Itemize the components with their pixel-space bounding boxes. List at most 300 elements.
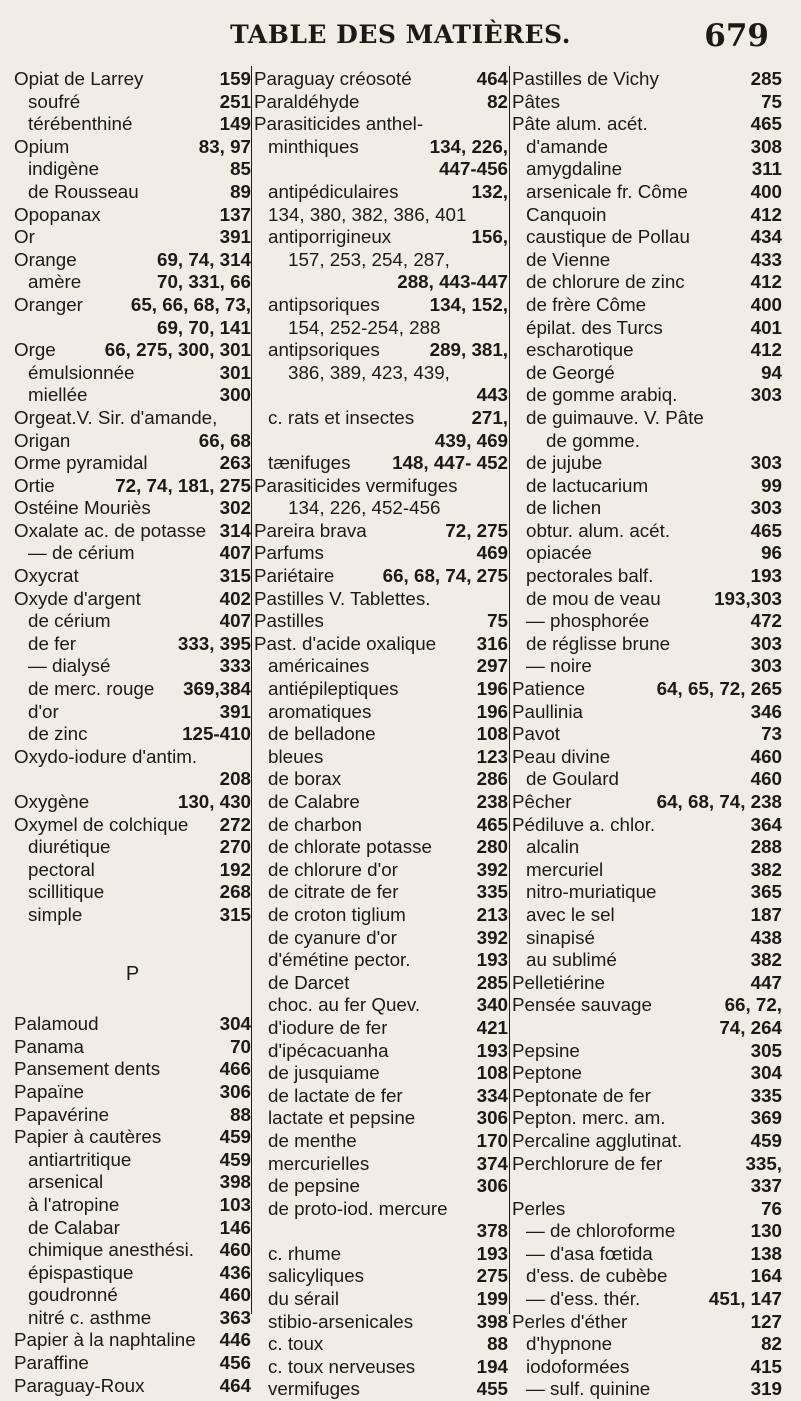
index-entry xyxy=(254,723,508,746)
index-entry-term: Pansement dents xyxy=(14,1058,161,1080)
index-entry-term: aromatiques xyxy=(268,700,372,722)
index-entry-pages: 238 xyxy=(476,791,508,812)
index-entry-pages: 125-410 xyxy=(182,723,251,745)
index-entry xyxy=(254,814,508,837)
index-entry-pages: 392 xyxy=(476,858,508,880)
index-entry xyxy=(14,701,251,724)
index-entry-pages: 94 xyxy=(761,361,782,383)
index-entry-pages: 75 xyxy=(487,610,508,632)
section-letter: P xyxy=(125,962,140,985)
index-entry-pages: 164 xyxy=(750,1265,782,1287)
index-entry-term: amère xyxy=(28,271,82,293)
index-entry xyxy=(14,588,251,611)
index-entry xyxy=(254,836,508,859)
index-entry-term: c. toux xyxy=(268,1333,324,1355)
index-entry xyxy=(512,1265,782,1288)
index-entry xyxy=(512,158,782,181)
index-entry-term: Ostéine Mouriès xyxy=(14,497,151,519)
index-entry xyxy=(14,610,251,633)
index-entry-continuation: 208 xyxy=(219,768,251,790)
index-entry xyxy=(512,362,782,385)
index-entry-pages: 415 xyxy=(750,1355,782,1377)
index-entry-term: de Goulard xyxy=(526,768,619,790)
index-entry-pages: 76 xyxy=(761,1197,782,1219)
index-entry xyxy=(254,678,508,701)
index-entry-term: mercurielles xyxy=(268,1152,370,1174)
index-entry-pages: 315 xyxy=(219,565,251,587)
index-entry-pages: 306 xyxy=(476,1175,508,1197)
index-entry-term: diurétique xyxy=(28,836,111,858)
index-column-2 xyxy=(254,68,508,1400)
index-entry xyxy=(254,475,508,498)
index-entry-term: nitro-muriatique xyxy=(526,881,657,903)
index-entry-pages: 391 xyxy=(219,700,251,722)
index-entry-pages: 400 xyxy=(750,180,782,202)
index-entry-pages: 99 xyxy=(761,474,782,496)
index-entry xyxy=(512,430,782,453)
index-entry xyxy=(512,1378,782,1401)
index-entry xyxy=(512,520,782,543)
index-entry-term: antiépileptiques xyxy=(268,678,399,700)
index-entry-term: Orgeat.V. Sir. d'amande, xyxy=(14,406,218,428)
index-entry-term: — de cérium xyxy=(28,542,135,564)
index-entry-term: de Vienne xyxy=(526,248,611,270)
index-entry-term: opiacée xyxy=(526,542,592,564)
index-entry-term: choc. au fer Quev. xyxy=(268,994,421,1016)
index-entry-pages: 340 xyxy=(476,994,508,1016)
index-entry-term: Oxygène xyxy=(14,791,90,812)
index-entry-term: Parfums xyxy=(254,542,324,564)
index-entry-pages: 398 xyxy=(219,1171,251,1193)
index-entry xyxy=(512,452,782,475)
index-entry-pages: 69, 74, 314 xyxy=(157,248,251,270)
index-entry-pages: 364 xyxy=(750,813,782,835)
index-entry-term: d'amande xyxy=(526,135,608,157)
index-entry-term: Pastilles xyxy=(254,610,324,632)
index-entry xyxy=(254,204,508,227)
index-entry-term: escharotique xyxy=(526,339,634,361)
index-entry-term: salicyliques xyxy=(268,1265,365,1287)
index-entry xyxy=(14,226,251,249)
index-entry xyxy=(512,1085,782,1108)
index-entry-pages: 460 xyxy=(219,1284,251,1306)
index-entry-pages: 196 xyxy=(476,678,508,700)
index-entry-term: épispastique xyxy=(28,1261,134,1283)
index-entry xyxy=(14,1171,251,1194)
index-entry xyxy=(512,814,782,837)
index-entry xyxy=(512,588,782,611)
index-entry-term: antiartritique xyxy=(28,1148,132,1170)
index-entry-pages: 297 xyxy=(476,655,508,677)
index-entry xyxy=(14,249,251,272)
index-entry xyxy=(14,158,251,181)
index-entry-pages: 303 xyxy=(750,655,782,677)
index-entry xyxy=(14,1217,251,1240)
index-entry xyxy=(254,972,508,995)
index-entry xyxy=(14,881,251,904)
index-entry-term: Oxyde d'argent xyxy=(14,587,141,609)
index-entry-pages: 412 xyxy=(750,203,782,225)
index-entry-pages: 460 xyxy=(750,768,782,790)
index-entry xyxy=(254,136,508,159)
index-entry xyxy=(512,859,782,882)
index-entry-pages: 451, 147 xyxy=(708,1288,782,1310)
index-entry xyxy=(14,430,251,453)
index-entry xyxy=(14,1013,251,1036)
index-entry xyxy=(254,1311,508,1334)
index-entry-term: Pepsine xyxy=(512,1039,580,1061)
index-entry xyxy=(254,1243,508,1266)
index-entry-pages: 82 xyxy=(487,90,508,112)
index-entry xyxy=(512,881,782,904)
index-entry-term: Peau divine xyxy=(512,745,611,767)
index-entry-pages: 464 xyxy=(476,68,508,89)
index-entry xyxy=(14,1036,251,1059)
index-entry-term: — d'ess. thér. xyxy=(526,1288,641,1310)
index-entry-pages: 374 xyxy=(476,1152,508,1174)
index-entry-term: Peptone xyxy=(512,1062,582,1084)
index-entry-pages: 192 xyxy=(219,858,251,880)
index-entry-pages: 66, 68, 74, 275 xyxy=(382,565,508,587)
index-entry xyxy=(512,633,782,656)
index-entry-term: Papavérine xyxy=(14,1103,110,1125)
index-entry xyxy=(254,542,508,565)
index-entry xyxy=(254,339,508,362)
index-entry-pages: 460 xyxy=(219,1239,251,1261)
index-entry-pages: 305 xyxy=(750,1039,782,1061)
index-entry-pages: 369 xyxy=(750,1107,782,1129)
index-entry-pages: 421 xyxy=(476,1016,508,1038)
index-entry-term: sinapisé xyxy=(526,926,595,948)
index-entry xyxy=(512,1040,782,1063)
index-entry-pages: 72, 74, 181, 275 xyxy=(115,474,251,496)
index-entry-term: Papier à la naphtaline xyxy=(14,1329,196,1351)
index-entry-term: Pariétaire xyxy=(254,565,335,587)
index-entry-pages: 263 xyxy=(219,452,251,474)
index-entry-term: de lactate de fer xyxy=(268,1084,403,1106)
index-entry-pages: 306 xyxy=(219,1080,251,1102)
index-entry-term: Oxalate ac. de potasse xyxy=(14,519,207,541)
index-entry xyxy=(254,1356,508,1379)
index-entry-term: obtur. alum. acét. xyxy=(526,519,671,541)
index-entry-term: Pensée sauvage xyxy=(512,994,652,1016)
index-entry xyxy=(14,113,251,136)
index-entry-term: de pepsine xyxy=(268,1175,360,1197)
index-entry xyxy=(254,949,508,972)
index-entry-pages: 460 xyxy=(750,745,782,767)
index-entry xyxy=(512,1311,782,1334)
index-entry-term: 134, 226, 452-456 xyxy=(288,497,441,519)
index-entry-term: de frère Côme xyxy=(526,293,647,315)
index-entry-pages: 285 xyxy=(750,68,782,89)
index-entry-pages: 407 xyxy=(219,542,251,564)
index-entry-term: épilat. des Turcs xyxy=(526,316,663,338)
index-entry-term: Pareira brava xyxy=(254,519,367,541)
index-entry xyxy=(14,542,251,565)
index-entry-term: bleues xyxy=(268,745,324,767)
index-entry-term: Pâtes xyxy=(512,90,561,112)
index-entry xyxy=(512,91,782,114)
index-entry-pages: 272 xyxy=(219,813,251,835)
index-entry-term: de chlorure de zinc xyxy=(526,271,685,293)
index-entry xyxy=(14,859,251,882)
index-entry xyxy=(254,1198,508,1221)
index-entry-term: de lichen xyxy=(526,497,602,519)
index-entry-term: — dialysé xyxy=(28,655,111,677)
index-entry xyxy=(254,1265,508,1288)
index-entry xyxy=(512,1356,782,1379)
index-entry-pages: 311 xyxy=(751,158,782,180)
index-entry-pages: 66, 68 xyxy=(198,429,251,451)
index-entry xyxy=(14,678,251,701)
index-entry-term: Opopanax xyxy=(14,203,101,225)
index-entry-term: au sublimé xyxy=(526,949,617,971)
index-entry-pages: 72, 275 xyxy=(445,519,508,541)
index-entry-term: du sérail xyxy=(268,1288,339,1310)
index-entry-pages: 400 xyxy=(750,293,782,315)
index-entry-term: Parasiticides vermifuges xyxy=(254,474,458,496)
index-entry-term: de zinc xyxy=(28,723,88,745)
index-entry xyxy=(14,91,251,114)
index-entry xyxy=(512,1198,782,1221)
index-entry-pages: 64, 65, 72, 265 xyxy=(656,678,782,700)
index-entry-term: Perchlorure de fer xyxy=(512,1152,663,1174)
index-entry-pages: 446 xyxy=(219,1329,251,1351)
index-entry-term: d'or xyxy=(28,700,59,722)
index-entry xyxy=(14,655,251,678)
index-entry xyxy=(254,1130,508,1153)
index-entry-pages: 346 xyxy=(750,700,782,722)
index-entry-pages: 382 xyxy=(750,949,782,971)
index-entry-term: miellée xyxy=(28,384,88,406)
index-entry-term: simple xyxy=(28,903,83,925)
index-entry-term: Panama xyxy=(14,1035,84,1057)
index-entry-term: de jusquiame xyxy=(268,1062,380,1084)
index-entry-term: de cyanure d'or xyxy=(268,926,397,948)
index-entry xyxy=(512,249,782,272)
index-entry-term: vermifuges xyxy=(268,1378,360,1400)
index-entry-pages: 288 xyxy=(750,836,782,858)
index-entry xyxy=(512,678,782,701)
index-entry-term: Pâte alum. acét. xyxy=(512,113,648,135)
index-entry-term: Orge xyxy=(14,339,56,361)
index-entry xyxy=(512,655,782,678)
index-entry-term: Opium xyxy=(14,135,70,157)
index-entry-pages: 193 xyxy=(476,1039,508,1061)
index-entry-term: Paullinia xyxy=(512,700,583,722)
index-entry xyxy=(512,768,782,791)
index-entry xyxy=(512,1220,782,1243)
index-entry-pages: 401 xyxy=(750,316,782,338)
index-entry xyxy=(254,1175,508,1198)
index-entry-pages: 302 xyxy=(219,497,251,519)
index-entry-term: caustique de Pollau xyxy=(526,226,690,248)
index-entry xyxy=(14,1194,251,1217)
index-entry-term: de Calabar xyxy=(28,1216,120,1238)
index-entry xyxy=(512,181,782,204)
index-entry-term: de merc. rouge xyxy=(28,678,155,700)
index-entry-term: Pêcher xyxy=(512,791,572,812)
index-entry xyxy=(254,1107,508,1130)
index-entry-term: de proto-iod. mercure xyxy=(268,1197,448,1219)
index-entry-term: tænifuges xyxy=(268,452,351,474)
index-entry-term: Pédiluve a. chlor. xyxy=(512,813,656,835)
index-entry-continuation: 439, 469 xyxy=(434,429,508,451)
index-entry-continuation: 74, 264 xyxy=(719,1016,782,1038)
index-entry-term: Parasiticides anthel- xyxy=(254,113,424,135)
index-entry-pages: 459 xyxy=(219,1148,251,1170)
index-entry-pages: 193 xyxy=(750,565,782,587)
index-entry-term: Paraguay-Roux xyxy=(14,1374,145,1396)
index-entry-term: de mou de veau xyxy=(526,587,661,609)
index-entry-term: de croton tiglium xyxy=(268,903,406,925)
index-entry-pages: 83, 97 xyxy=(198,135,251,157)
index-entry-pages: 436 xyxy=(219,1261,251,1283)
index-entry-pages: 70, 331, 66 xyxy=(157,271,251,293)
index-entry-term: antipédiculaires xyxy=(268,180,399,202)
index-entry-pages: 96 xyxy=(761,542,782,564)
index-entry xyxy=(512,836,782,859)
index-entry-pages: 149 xyxy=(219,113,251,135)
index-entry xyxy=(512,497,782,520)
index-entry-pages: 89 xyxy=(230,180,251,202)
index-entry-term: Patience xyxy=(512,678,586,700)
index-entry xyxy=(14,633,251,656)
index-entry-pages: 280 xyxy=(476,836,508,858)
index-entry xyxy=(254,768,508,791)
index-entry-term: stibio-arsenicales xyxy=(268,1310,414,1332)
index-entry xyxy=(512,68,782,91)
index-entry-term: Ortie xyxy=(14,474,55,496)
index-entry-pages: 434 xyxy=(750,226,782,248)
index-entry-pages: 285 xyxy=(476,971,508,993)
index-entry-term: Oxymel de colchique xyxy=(14,813,189,835)
index-entry xyxy=(14,1239,251,1262)
index-entry-term: Papier à cautères xyxy=(14,1126,162,1148)
index-entry-pages: 456 xyxy=(219,1352,251,1374)
index-entry xyxy=(14,904,251,927)
column-rule xyxy=(251,66,252,1314)
index-entry xyxy=(254,1333,508,1356)
index-entry-term: Paraguay créosoté xyxy=(254,68,412,89)
index-entry-pages: 65, 66, 68, 73, xyxy=(130,293,251,315)
index-entry-pages: 193 xyxy=(476,1242,508,1264)
index-entry-pages: 363 xyxy=(219,1306,251,1328)
index-entry-pages: 303 xyxy=(750,452,782,474)
index-entry xyxy=(14,520,251,543)
index-entry-pages: 196 xyxy=(476,700,508,722)
index-entry-continuation: 378 xyxy=(476,1220,508,1242)
index-entry-pages: 303 xyxy=(750,497,782,519)
index-entry-pages: 472 xyxy=(750,610,782,632)
index-entry xyxy=(512,1333,782,1356)
index-entry-pages: 251 xyxy=(219,90,251,112)
index-entry-pages: 70 xyxy=(230,1035,251,1057)
index-entry xyxy=(512,994,782,1017)
index-entry-pages: 465 xyxy=(750,519,782,541)
index-entry-term: scillitique xyxy=(28,881,105,903)
index-entry xyxy=(14,836,251,859)
index-entry-term: arsenicale fr. Côme xyxy=(526,180,688,202)
index-entry xyxy=(512,565,782,588)
index-entry-pages: 199 xyxy=(476,1288,508,1310)
index-entry-pages: 335, xyxy=(745,1152,782,1174)
index-entry-term: arsenical xyxy=(28,1171,104,1193)
index-entry-pages: 66, 72, xyxy=(724,994,782,1016)
index-entry-term: de chlorate potasse xyxy=(268,836,432,858)
index-entry-pages: 64, 68, 74, 238 xyxy=(656,791,782,812)
index-entry-term: Orme pyramidal xyxy=(14,452,148,474)
index-entry xyxy=(254,113,508,136)
index-entry xyxy=(14,1375,251,1398)
index-entry-term: Origan xyxy=(14,429,71,451)
index-entry-pages: 123 xyxy=(476,745,508,767)
index-entry-term: chimique anesthési. xyxy=(28,1239,194,1261)
index-entry-pages: 369,384 xyxy=(183,678,251,700)
index-entry xyxy=(254,317,508,340)
index-entry-pages: 75 xyxy=(761,90,782,112)
index-entry xyxy=(254,362,508,385)
index-entry xyxy=(512,136,782,159)
index-entry-continuation: 443 xyxy=(476,384,508,406)
index-entry xyxy=(512,113,782,136)
index-entry-term: c. rats et insectes xyxy=(268,406,415,428)
index-entry-pages: 304 xyxy=(750,1062,782,1084)
index-entry-pages: 392 xyxy=(476,926,508,948)
index-entry-pages: 469 xyxy=(476,542,508,564)
index-entry-pages: 194 xyxy=(476,1355,508,1377)
index-entry-pages: 334 xyxy=(476,1084,508,1106)
index-entry-pages: 407 xyxy=(219,610,251,632)
index-entry xyxy=(14,1352,251,1375)
index-entry-term: Oranger xyxy=(14,293,83,315)
index-entry-pages: 447 xyxy=(750,971,782,993)
index-entry xyxy=(14,362,251,385)
index-entry-continuation: 447-456 xyxy=(439,158,508,180)
index-entry-pages: 170 xyxy=(476,1129,508,1151)
index-entry xyxy=(254,1153,508,1176)
index-entry-pages: 465 xyxy=(750,113,782,135)
index-entry xyxy=(14,384,251,407)
index-entry-term: Oxydo-iodure d'antim. xyxy=(14,745,198,767)
index-entry-term: c. rhume xyxy=(268,1242,342,1264)
index-entry-term: antipsoriques xyxy=(268,339,380,361)
index-entry-term: 154, 252-254, 288 xyxy=(288,316,441,338)
index-entry-pages: 286 xyxy=(476,768,508,790)
index-entry xyxy=(14,1058,251,1081)
index-entry-pages: 127 xyxy=(750,1310,782,1332)
index-entry-pages: 459 xyxy=(219,1126,251,1148)
index-entry xyxy=(14,181,251,204)
index-entry-term: Paraffine xyxy=(14,1352,89,1374)
index-entry-pages: 66, 275, 300, 301 xyxy=(104,339,251,361)
index-entry xyxy=(512,204,782,227)
index-entry-pages: 303 xyxy=(750,384,782,406)
index-entry xyxy=(14,271,251,294)
index-entry-term: de Rousseau xyxy=(28,180,139,202)
index-entry-pages: 268 xyxy=(219,881,251,903)
index-entry-term: — d'asa fœtida xyxy=(526,1242,653,1264)
index-entry xyxy=(254,1062,508,1085)
index-entry xyxy=(14,746,251,769)
index-entry xyxy=(14,1284,251,1307)
index-entry-pages: 270 xyxy=(219,836,251,858)
index-entry xyxy=(254,452,508,475)
index-entry-pages: 130, 430 xyxy=(177,791,251,812)
index-entry-term: de guimauve. V. Pâte xyxy=(526,406,704,428)
index-entry xyxy=(14,68,251,91)
index-entry-pages: 306 xyxy=(476,1107,508,1129)
